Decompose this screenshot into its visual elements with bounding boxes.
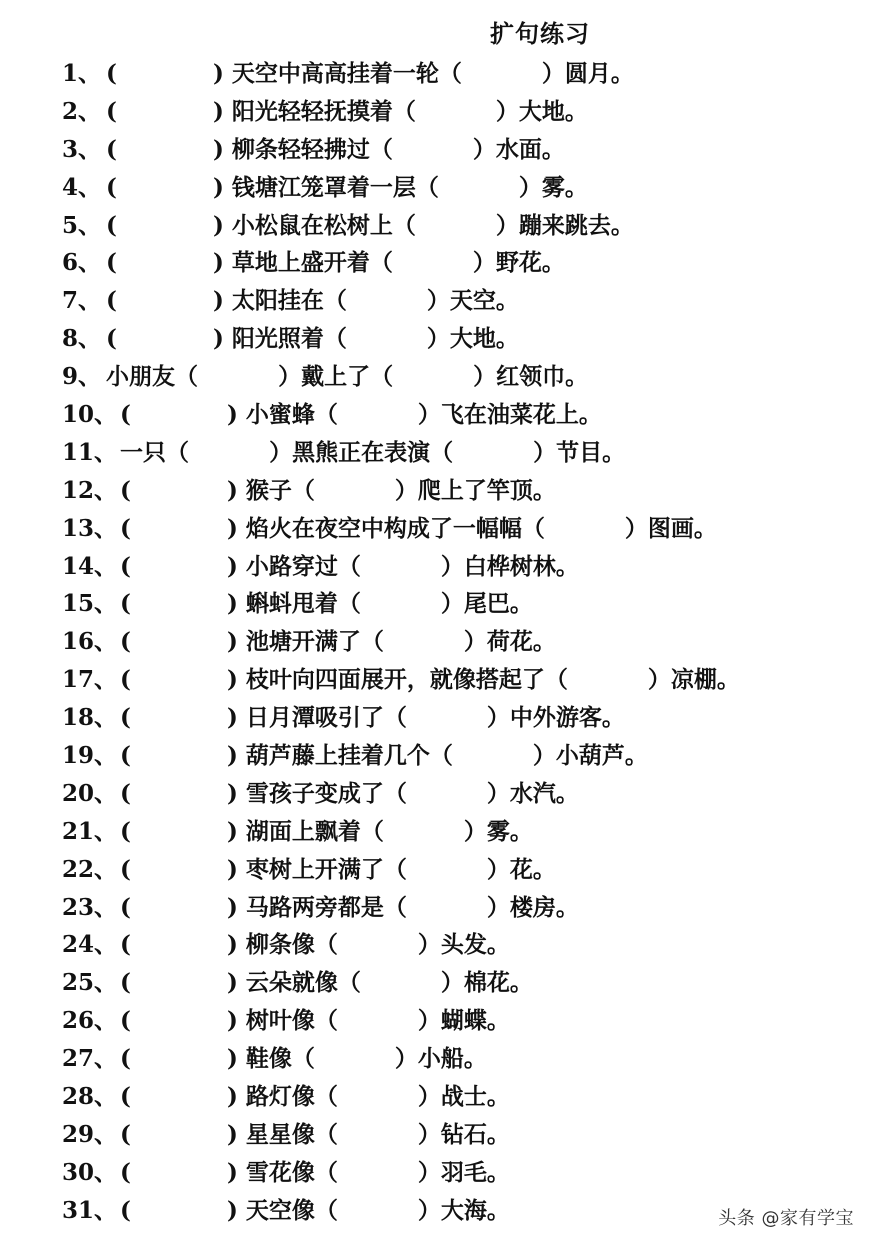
exercise-sentence: ( ) 湖面上飘着（ ）雾。 bbox=[120, 817, 533, 845]
exercise-sentence: ( ) 天空像（ ）大海。 bbox=[120, 1196, 510, 1224]
exercise-sentence: ( ) 雪孩子变成了（ ）水汽。 bbox=[120, 779, 579, 807]
exercise-number: 23、 bbox=[62, 893, 118, 921]
exercise-number: 2、 bbox=[62, 97, 102, 125]
exercise-line bbox=[0, 813, 872, 851]
exercise-number: 27、 bbox=[62, 1045, 118, 1073]
exercise-sentence: ( ) 天空中高高挂着一轮（ ）圆月。 bbox=[106, 60, 634, 87]
exercise-sentence: ( ) 阳光照着（ ）大地。 bbox=[106, 325, 519, 353]
exercise-number: 11、 bbox=[62, 438, 118, 466]
exercise-sentence: ( ) 葫芦藤上挂着几个（ ）小葫芦。 bbox=[120, 742, 648, 770]
exercise-sentence: ( ) 太阳挂在（ ）天空。 bbox=[106, 287, 519, 315]
exercise-sentence: ( ) 小松鼠在松树上（ ）蹦来跳去。 bbox=[106, 211, 634, 239]
exercise-number: 12、 bbox=[62, 476, 118, 504]
exercise-number: 26、 bbox=[62, 1007, 118, 1035]
exercise-line bbox=[0, 510, 872, 548]
exercise-number: 6、 bbox=[62, 249, 102, 277]
exercise-line bbox=[0, 320, 872, 358]
exercise-number: 7、 bbox=[62, 287, 102, 315]
exercise-line bbox=[0, 737, 872, 775]
exercise-line bbox=[0, 623, 872, 661]
exercise-number: 28、 bbox=[62, 1083, 118, 1111]
exercise-sentence: ( ) 猴子（ ）爬上了竿顶。 bbox=[120, 476, 556, 504]
exercise-line bbox=[0, 661, 872, 699]
exercise-number: 1、 bbox=[62, 60, 102, 87]
exercise-number: 13、 bbox=[62, 514, 118, 542]
exercise-sentence: ( ) 路灯像（ ）战士。 bbox=[120, 1083, 510, 1111]
exercise-number: 15、 bbox=[62, 590, 118, 618]
exercise-line bbox=[0, 55, 872, 93]
exercise-sentence: ( ) 云朵就像（ ）棉花。 bbox=[120, 969, 533, 997]
exercise-line bbox=[0, 964, 872, 1002]
exercise-line bbox=[0, 699, 872, 737]
exercise-sentence: ( ) 焰火在夜空中构成了一幅幅（ ）图画。 bbox=[120, 514, 717, 542]
exercise-number: 18、 bbox=[62, 704, 118, 732]
exercise-sentence: ( ) 钱塘江笼罩着一层（ ）雾。 bbox=[106, 173, 588, 201]
exercise-sentence: ( ) 池塘开满了（ ）荷花。 bbox=[120, 628, 556, 656]
exercise-line bbox=[0, 548, 872, 586]
exercise-number: 8、 bbox=[62, 325, 102, 353]
exercise-number: 3、 bbox=[62, 135, 102, 163]
watermark: 头条 @家有学宝 bbox=[718, 1208, 854, 1229]
exercise-line bbox=[0, 1002, 872, 1040]
exercise-sentence: 一只（ ）黑熊正在表演（ ）节目。 bbox=[120, 438, 626, 466]
exercise-line bbox=[0, 169, 872, 207]
exercise-sentence: ( ) 树叶像（ ）蝴蝶。 bbox=[120, 1007, 510, 1035]
exercise-sentence: ( ) 马路两旁都是（ ）楼房。 bbox=[120, 893, 579, 921]
exercise-line bbox=[0, 851, 872, 889]
exercise-line bbox=[0, 282, 872, 320]
exercise-line bbox=[0, 889, 872, 927]
exercise-number: 14、 bbox=[62, 552, 118, 580]
exercise-sentence: ( ) 草地上盛开着（ ）野花。 bbox=[106, 249, 565, 277]
exercise-line bbox=[0, 1040, 872, 1078]
exercise-line bbox=[0, 1116, 872, 1154]
exercise-number: 21、 bbox=[62, 817, 118, 845]
exercise-number: 30、 bbox=[62, 1158, 118, 1186]
exercise-sentence: ( ) 小蜜蜂（ ）飞在油菜花上。 bbox=[120, 401, 602, 429]
exercise-number: 19、 bbox=[62, 742, 118, 770]
exercise-number: 5、 bbox=[62, 211, 102, 239]
exercise-number: 16、 bbox=[62, 628, 118, 656]
exercise-line bbox=[0, 358, 872, 396]
exercise-line bbox=[0, 396, 872, 434]
exercise-line bbox=[0, 131, 872, 169]
exercise-line bbox=[0, 1078, 872, 1116]
exercise-line bbox=[0, 585, 872, 623]
exercise-sentence: 小朋友（ ）戴上了（ ）红领巾。 bbox=[106, 363, 589, 391]
exercise-line bbox=[0, 207, 872, 245]
exercise-line bbox=[0, 926, 872, 964]
exercise-line bbox=[0, 244, 872, 282]
exercise-line bbox=[0, 1154, 872, 1192]
exercise-list bbox=[0, 55, 872, 1230]
exercise-sentence: ( ) 阳光轻轻抚摸着（ ）大地。 bbox=[106, 97, 588, 125]
exercise-sentence: ( ) 小路穿过（ ）白桦树林。 bbox=[120, 552, 579, 580]
exercise-number: 24、 bbox=[62, 931, 118, 959]
exercise-number: 20、 bbox=[62, 779, 118, 807]
exercise-number: 4、 bbox=[62, 173, 102, 201]
exercise-number: 10、 bbox=[62, 401, 118, 429]
page-title: 扩句练习 bbox=[490, 19, 590, 48]
exercise-number: 17、 bbox=[62, 666, 118, 694]
exercise-sentence: ( ) 枣树上开满了（ ）花。 bbox=[120, 855, 556, 883]
exercise-sentence: ( ) 雪花像（ ）羽毛。 bbox=[120, 1158, 510, 1186]
exercise-sentence: ( ) 鞋像（ ）小船。 bbox=[120, 1045, 487, 1073]
exercise-sentence: ( ) 枝叶向四面展开，就像搭起了（ ）凉棚。 bbox=[120, 666, 740, 694]
exercise-number: 9、 bbox=[62, 363, 102, 391]
exercise-line bbox=[0, 434, 872, 472]
exercise-number: 29、 bbox=[62, 1120, 118, 1148]
exercise-number: 31、 bbox=[62, 1196, 118, 1224]
exercise-sentence: ( ) 日月潭吸引了（ ）中外游客。 bbox=[120, 704, 625, 732]
exercise-number: 25、 bbox=[62, 969, 118, 997]
exercise-line bbox=[0, 93, 872, 131]
exercise-line bbox=[0, 775, 872, 813]
exercise-sentence: ( ) 星星像（ ）钻石。 bbox=[120, 1120, 510, 1148]
exercise-line bbox=[0, 472, 872, 510]
exercise-sentence: ( ) 柳条轻轻拂过（ ）水面。 bbox=[106, 135, 565, 163]
exercise-sentence: ( ) 柳条像（ ）头发。 bbox=[120, 931, 510, 959]
exercise-sentence: ( ) 蝌蚪甩着（ ）尾巴。 bbox=[120, 590, 533, 618]
exercise-number: 22、 bbox=[62, 855, 118, 883]
